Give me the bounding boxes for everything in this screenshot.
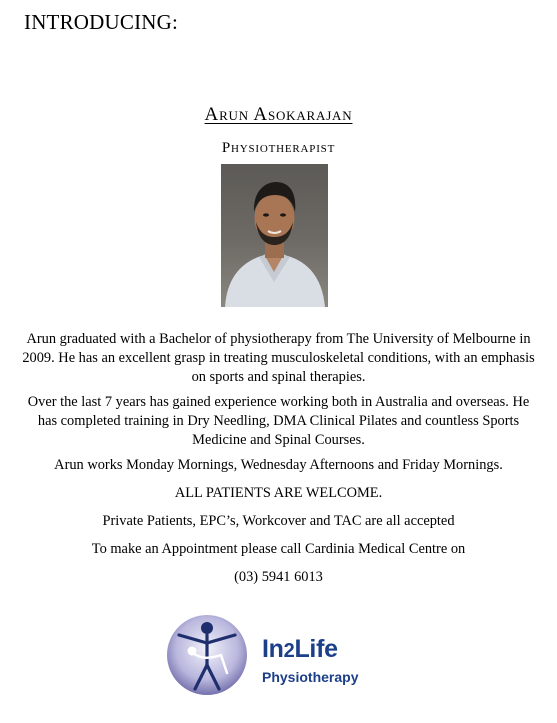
bio-section: [18, 330, 539, 593]
work-schedule: Arun works Monday Mornings, Wednesday Afternoons and Friday Mornings.: [54, 457, 503, 473]
bio-paragraph: Arun graduated with a Bachelor of physiotherapy from The University of Melbourne in 2009. He has an excellent grasp in treating musculoskeletal conditions, with an emphasis on sports and spinal therapies.: [22, 331, 535, 385]
accepted-payments: Private Patients, EPC’s, Workcover and TAC are all accepted: [102, 513, 455, 529]
logo-subtitle: Physiotherapy: [262, 669, 359, 685]
page-heading: INTRODUCING:: [24, 10, 179, 34]
therapist-role: Physiotherapist: [221, 140, 336, 156]
vitruvian-figure-icon: [165, 613, 249, 697]
in2life-logo: [165, 613, 380, 705]
phone-number: (03) 5941 6013: [234, 569, 323, 585]
therapist-name: Arun Asokarajan: [204, 104, 353, 125]
therapist-photo: [221, 164, 328, 307]
bio-paragraph: Over the last 7 years has gained experience working both in Australia and overseas. He has completed training in Dry Needling, DMA Clinical Pilates and countless Sports Medicine and Spinal Courses.: [27, 394, 530, 448]
appointment-instructions: To make an Appointment please call Cardinia Medical Centre on: [91, 541, 466, 557]
welcome-notice: ALL PATIENTS ARE WELCOME.: [174, 485, 383, 501]
portrait-image: [221, 164, 328, 307]
logo-brand-name: In2Life: [262, 635, 338, 663]
